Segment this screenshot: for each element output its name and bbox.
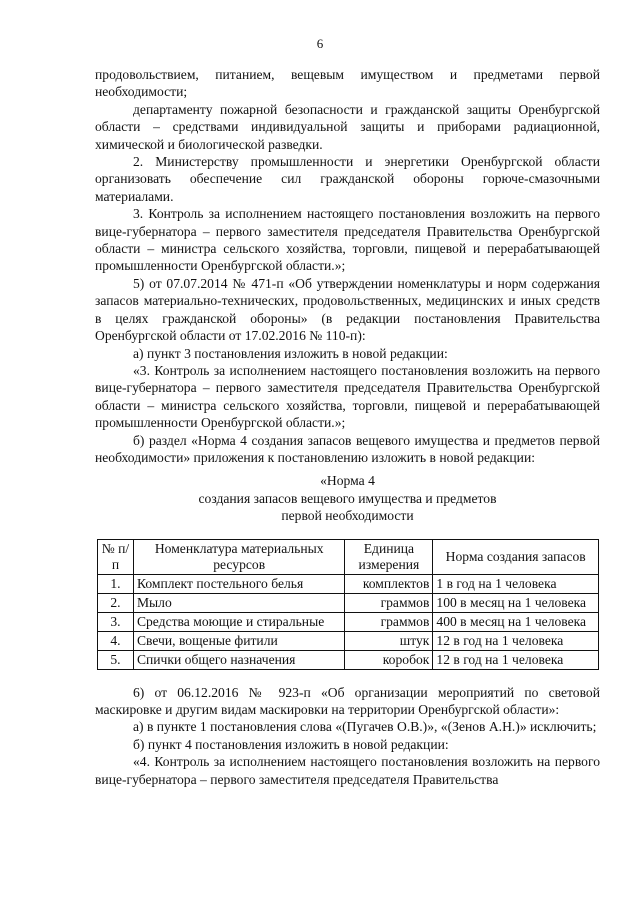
paragraph: а) пункт 3 постановления изложить в новой редакции: xyxy=(133,345,448,361)
cell-unit: граммов xyxy=(345,593,433,612)
cell-name: Мыло xyxy=(133,593,345,612)
norm-title xyxy=(95,472,600,524)
cell-num: 2. xyxy=(98,593,134,612)
paragraph: а) в пункте 1 постановления слова «(Пугачев О.В.)», «(Зенов А.Н.)» исключить; xyxy=(133,719,597,735)
cell-unit: коробок xyxy=(345,650,433,669)
cell-name: Средства моющие и стиральные xyxy=(133,612,345,631)
cell-num: 4. xyxy=(98,631,134,650)
cell-name: Свечи, вощеные фитили xyxy=(133,631,345,650)
document-body xyxy=(95,66,600,788)
cell-num: 1. xyxy=(98,574,134,593)
paragraph: «3. Контроль за исполнением настоящего постановления возложить на первого вице-губернатора – первого заместителя председателя Правительства Оренбургской области – министра сельского хозяйства, торговли, пищевой и перерабатывающей промышленности Оренбургской области.»; xyxy=(95,362,600,431)
cell-norm: 100 в месяц на 1 человека xyxy=(433,593,599,612)
norm-title-line: первой необходимости xyxy=(281,508,414,524)
paragraph: 5) от 07.07.2014 № 471-п «Об утверждении номенклатуры и норм содержания запасов материально-технических, продовольственных, медицинских и иных средств в целях гражданской обороны» (в редакции постановления Правительства Оренбургской области от 17.02.2016 № 110-п): xyxy=(95,275,600,344)
norm-title-line: создания запасов вещевого имущества и предметов xyxy=(198,490,497,506)
header-name: Номенклатура материальных ресурсов xyxy=(133,539,345,574)
cell-name: Спички общего назначения xyxy=(133,650,345,669)
table-row xyxy=(98,574,599,593)
paragraph: «4. Контроль за исполнением настоящего постановления возложить на первого вице-губернатора – первого заместителя председателя Правительства xyxy=(95,754,600,787)
cell-norm: 1 в год на 1 человека xyxy=(433,574,599,593)
paragraph: б) раздел «Норма 4 создания запасов вещевого имущества и предметов первой необходимости» приложения к постановлению изложить в новой редакции: xyxy=(95,432,600,465)
cell-num: 5. xyxy=(98,650,134,669)
paragraph: 6) от 06.12.2016 № 923-п «Об организации мероприятий по световой маскировке и другим видам маскировки на территории Оренбургской области»: xyxy=(95,684,600,717)
cell-norm: 12 в год на 1 человека xyxy=(433,650,599,669)
cell-norm: 12 в год на 1 человека xyxy=(433,631,599,650)
header-num: № п/п xyxy=(98,539,134,574)
cell-unit: граммов xyxy=(345,612,433,631)
norm-table xyxy=(97,539,599,670)
paragraph: 3. Контроль за исполнением настоящего постановления возложить на первого вице-губернатора – первого заместителя председателя Правительства Оренбургской области – министра сельского хозяйства, торговли, пищевой и перерабатывающей промышленности Оренбургской области.»; xyxy=(95,206,600,274)
paragraph: б) пункт 4 постановления изложить в новой редакции: xyxy=(133,736,449,752)
table-row xyxy=(98,631,599,650)
table-row xyxy=(98,650,599,669)
paragraph: 2. Министерству промышленности и энергетики Оренбургской области организовать обеспечение сил гражданской обороны горюче-смазочными материалами. xyxy=(95,154,600,204)
header-norm: Норма создания запасов xyxy=(433,539,599,574)
norm-title-line: «Норма 4 xyxy=(320,473,375,489)
table-row xyxy=(98,593,599,612)
cell-name: Комплект постельного белья xyxy=(133,574,345,593)
cell-num: 3. xyxy=(98,612,134,631)
cell-norm: 400 в месяц на 1 человека xyxy=(433,612,599,631)
paragraph: продовольствием, питанием, вещевым имуществом и предметами первой необходимости; xyxy=(95,67,600,100)
table-row xyxy=(98,612,599,631)
page-number: 6 xyxy=(316,36,324,51)
table-header-row xyxy=(98,539,599,574)
paragraph: департаменту пожарной безопасности и гражданской защиты Оренбургской области – средствами индивидуальной защиты и приборами радиационной, химической и биологической разведки. xyxy=(95,101,600,152)
cell-unit: комплектов xyxy=(345,574,433,593)
header-unit: Единица измерения xyxy=(345,539,433,574)
cell-unit: штук xyxy=(345,631,433,650)
